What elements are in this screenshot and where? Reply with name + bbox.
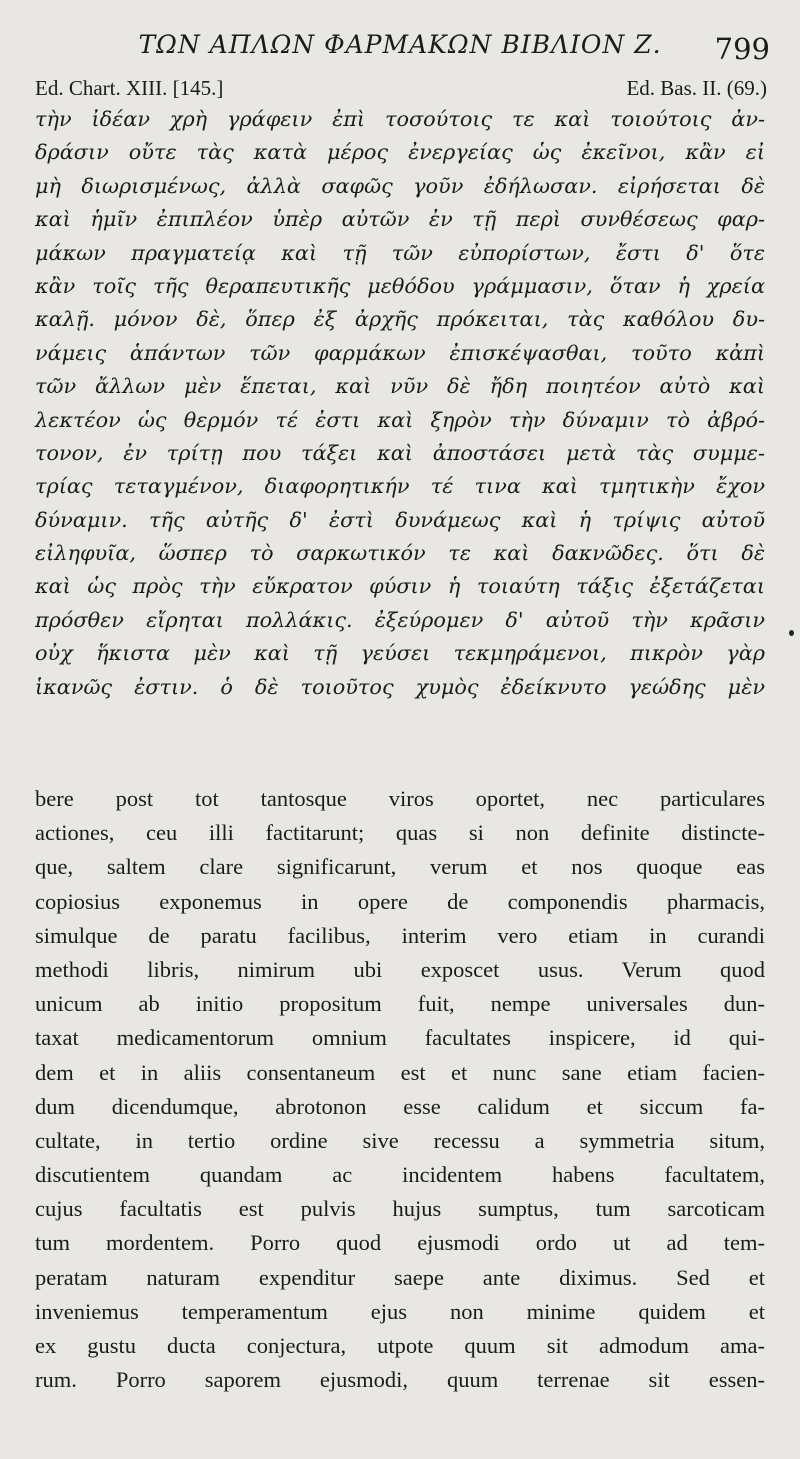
greek-line: πρόσθεν εἴρηται πολλάκις. ἐξεύρομεν δ' αὐτοῦ τὴν κρᾶσιν bbox=[35, 607, 765, 632]
edition-reference-left: Ed. Chart. XIII. [145.] bbox=[35, 76, 224, 100]
greek-line: δύναμιν. τῆς αὐτῆς δ' ἐστὶ δυνάμεως καὶ ἡ τρίψις αὐτοῦ bbox=[35, 507, 765, 532]
latin-line: ex gustu ducta conjectura, utpote quum sit admodum ama- bbox=[35, 1333, 765, 1358]
edition-reference-right: Ed. Bas. II. (69.) bbox=[626, 76, 767, 100]
latin-line: que, saltem clare significarunt, verum et nos quoque eas bbox=[35, 854, 765, 880]
greek-line: καὶ ἡμῖν ἐπιπλέον ὑπὲρ αὐτῶν ἐν τῇ περὶ συνθέσεως φαρ- bbox=[35, 207, 765, 232]
latin-line: simulque de paratu facilibus, interim vero etiam in curandi bbox=[35, 922, 765, 948]
greek-line: τρίας τεταγμένον, διαφορητικήν τέ τινα καὶ τμητικὴν ἔχον bbox=[35, 474, 765, 499]
running-title: ΤΩΝ ΑΠΛΩΝ ΦΑΡΜΑΚΩΝ ΒΙΒΛΙΟΝ Ζ. bbox=[138, 30, 662, 59]
latin-line: cujus facultatis est pulvis hujus sumptus, tum sarcoticam bbox=[35, 1196, 765, 1222]
latin-text-block bbox=[35, 782, 765, 1397]
latin-line: methodi libris, nimirum ubi exposcet usus. Verum quod bbox=[35, 956, 765, 982]
ink-spot bbox=[789, 630, 794, 636]
page-number: 799 bbox=[714, 32, 770, 66]
latin-line: rum. Porro saporem ejusmodi, quum terrenae sit essen- bbox=[35, 1367, 765, 1393]
greek-line: καὶ ὡς πρὸς τὴν εὔκρατον φύσιν ἡ τοιαύτη τάξις ἐξετάζεται bbox=[35, 574, 765, 599]
latin-line: dem et in aliis consentaneum est et nunc sane etiam facien- bbox=[35, 1059, 765, 1085]
greek-line: εἰληφυῖα, ὥσπερ τὸ σαρκωτικόν τε καὶ δακνῶδες. ὅτι δὲ bbox=[35, 541, 765, 566]
greek-line: τονον, ἐν τρίτῃ που τάξει καὶ ἀποστάσει μετὰ τὰς συμμε- bbox=[35, 440, 765, 465]
greek-line: λεκτέον ὡς θερμόν τέ ἐστι καὶ ξηρὸν τὴν δύναμιν τὸ ἀβρό- bbox=[35, 407, 765, 432]
greek-line: οὐχ ἥκιστα μὲν καὶ τῇ γεύσει τεκμηράμενοι, πικρὸν γὰρ bbox=[35, 641, 765, 666]
latin-line: copiosius exponemus in opere de componendis pharmacis, bbox=[35, 888, 765, 914]
greek-text-block bbox=[35, 103, 765, 704]
greek-line: τῶν ἄλλων μὲν ἕπεται, καὶ νῦν δὲ ἤδη ποιητέον αὐτὸ καὶ bbox=[35, 374, 765, 399]
latin-line: bere post tot tantosque viros oportet, nec particulares bbox=[35, 786, 765, 811]
latin-line: dum dicendumque, abrotonon esse calidum et siccum fa- bbox=[35, 1093, 765, 1119]
greek-line: κἂν τοῖς τῆς θεραπευτικῆς μεθόδου γράμμασιν, ὅταν ἡ χρεία bbox=[35, 273, 765, 298]
greek-line: μάκων πραγματείᾳ καὶ τῇ τῶν εὐπορίστων, ἔστι δ' ὅτε bbox=[35, 240, 765, 265]
greek-line: ἱκανῶς ἐστιν. ὁ δὲ τοιοῦτος χυμὸς ἐδείκνυτο γεώδης μὲν bbox=[35, 674, 765, 699]
latin-line: cultate, in tertio ordine sive recessu a symmetria situm, bbox=[35, 1127, 765, 1153]
latin-line: actiones, ceu illi factitarunt; quas si non definite distincte- bbox=[35, 820, 765, 846]
latin-line: discutientem quandam ac incidentem habens facultatem, bbox=[35, 1162, 765, 1188]
latin-line: tum mordentem. Porro quod ejusmodi ordo ut ad tem- bbox=[35, 1230, 765, 1256]
greek-line: τὴν ἰδέαν χρὴ γράφειν ἐπὶ τοσούτοις τε καὶ τοιούτοις ἀν- bbox=[35, 107, 765, 131]
latin-line: unicum ab initio propositum fuit, nempe universales dun- bbox=[35, 991, 765, 1017]
greek-line: δράσιν οὔτε τὰς κατὰ μέρος ἐνεργείας ὡς ἐκεῖνοι, κἂν εἰ bbox=[35, 140, 765, 165]
greek-line: νάμεις ἁπάντων τῶν φαρμάκων ἐπισκέψασθαι, τοῦτο κἀπὶ bbox=[35, 340, 765, 365]
latin-line: inveniemus temperamentum ejus non minime quidem et bbox=[35, 1298, 765, 1324]
greek-line: καλῇ. μόνον δὲ, ὅπερ ἐξ ἀρχῆς πρόκειται, τὰς καθόλου δυ- bbox=[35, 307, 765, 332]
latin-line: peratam naturam expenditur saepe ante diximus. Sed et bbox=[35, 1264, 765, 1290]
greek-line: μὴ διωρισμένως, ἀλλὰ σαφῶς γοῦν ἐδήλωσαν. εἰρήσεται δὲ bbox=[35, 173, 765, 198]
latin-line: taxat medicamentorum omnium facultates inspicere, id qui- bbox=[35, 1025, 765, 1051]
